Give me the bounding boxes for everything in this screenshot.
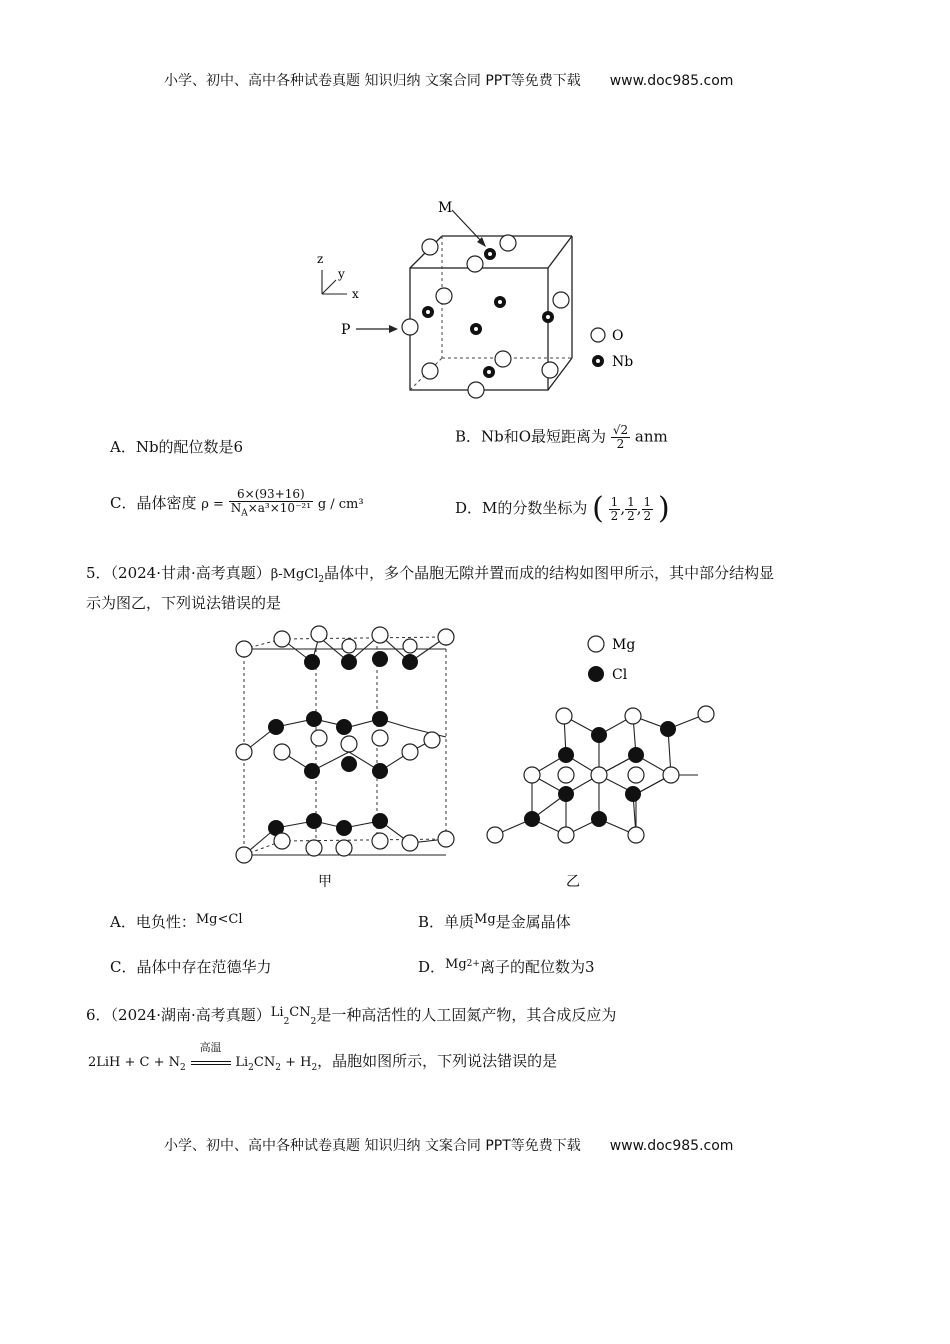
mg-atom xyxy=(438,629,454,645)
mg-atom xyxy=(372,730,388,746)
frac-n: 1 xyxy=(627,494,635,509)
q5-option-a-formula: Mg<Cl xyxy=(195,912,243,927)
mg-atom xyxy=(274,631,290,647)
eq-product-li: Li xyxy=(235,1055,249,1070)
fraction-sqrt2-over-2 xyxy=(611,424,630,451)
header-text: 小学、初中、高中各种试卷真题 知识归纳 文案合同 PPT等免费下载 xyxy=(164,73,581,89)
q5-formula-sub: 2 xyxy=(318,575,325,585)
o-atom xyxy=(436,288,452,304)
eq-condition: 高温 xyxy=(199,1041,222,1054)
na-subscript: A xyxy=(241,508,248,519)
eq-sub: 2 xyxy=(275,1063,281,1073)
q5-option-d-charge: 2+ xyxy=(466,959,480,969)
mg-atom xyxy=(628,827,644,843)
q6-sub2: 2 xyxy=(310,1017,317,1027)
q5-stem-text2: 示为图乙，下列说法错误的是 xyxy=(86,594,282,612)
o-atom xyxy=(422,239,438,255)
cl-atom xyxy=(524,811,540,827)
q6-formula-cn: CN xyxy=(289,1005,311,1020)
legend-cl: Cl xyxy=(612,667,628,683)
density-fraction xyxy=(229,488,313,520)
mg-atom xyxy=(556,708,572,724)
mg-atom xyxy=(402,744,418,760)
q5-option-b-suffix: 是金属晶体 xyxy=(495,913,571,931)
mg-atom xyxy=(311,626,327,642)
mg-atom xyxy=(372,833,388,849)
coord-frac-z xyxy=(642,496,654,523)
eq-reactants: 2LiH + C + N xyxy=(88,1055,181,1070)
fraction-denominator: 2 xyxy=(616,437,625,451)
frac-d: 2 xyxy=(643,508,652,523)
mg-atom xyxy=(625,708,641,724)
q5-option-d-formula: Mg xyxy=(445,957,467,972)
mg-atom xyxy=(336,840,352,856)
coord-frac-x xyxy=(609,496,621,523)
q4-option-c-text: C．晶体密度 xyxy=(110,494,197,513)
q5-formula: β-MgCl xyxy=(270,567,319,582)
axis-y: y xyxy=(338,267,345,281)
label-m: M xyxy=(438,200,453,216)
legend-mg-marker xyxy=(588,636,604,652)
q4-option-d-text: D．M的分数坐标为 xyxy=(455,499,588,517)
cl-atom xyxy=(402,654,418,670)
eq-product-cn: CN xyxy=(253,1055,276,1070)
mg-atom xyxy=(591,767,607,783)
mg-atom xyxy=(558,827,574,843)
density-denominator xyxy=(229,502,313,520)
q4-option-d[interactable]: D．M的分数坐标为 ( $\frac{1}{2}$ , $\frac{1}{2}$ , $\frac{1}{2}$ ) xyxy=(455,491,670,526)
mg-atom xyxy=(402,835,418,851)
q4-option-b[interactable] xyxy=(455,424,668,451)
q4-option-a-text: A．Nb的配位数是6 xyxy=(110,438,244,456)
legend-o: O xyxy=(612,328,624,344)
q6-formula-li: Li xyxy=(270,1005,284,1020)
coord-frac-y xyxy=(625,496,637,523)
q5-stem-line1 xyxy=(86,562,774,585)
mg-atom xyxy=(306,840,322,856)
q5-stem-text: 晶体中，多个晶胞无隙并置而成的结构如图甲所示，其中部分结构显 xyxy=(324,564,775,582)
o-atom xyxy=(468,382,484,398)
cl-atom xyxy=(628,747,644,763)
o-atom xyxy=(542,362,558,378)
q4-option-b-unit: anm xyxy=(634,427,668,446)
mg-atom xyxy=(311,730,327,746)
page-footer xyxy=(164,1135,733,1155)
eq-sub: 2 xyxy=(180,1063,186,1073)
mg-atom xyxy=(341,736,357,752)
mg-atom xyxy=(403,639,417,653)
legend-mg: Mg xyxy=(612,637,636,653)
q5-option-a[interactable] xyxy=(110,911,242,932)
frac-n: 1 xyxy=(610,494,619,509)
cl-atom xyxy=(660,721,676,737)
header-url[interactable]: www.doc985.com xyxy=(609,73,734,89)
cl-atom xyxy=(341,756,357,772)
cl-atom xyxy=(372,651,388,667)
mg-atom xyxy=(236,744,252,760)
cl-atom xyxy=(591,811,607,827)
mg-atom xyxy=(372,627,388,643)
q4-option-a[interactable] xyxy=(110,436,243,457)
cl-atom xyxy=(341,654,357,670)
frac-d: 2 xyxy=(627,508,635,523)
legend-cl-marker xyxy=(588,666,604,682)
cl-atom xyxy=(558,747,574,763)
density-numerator: 6×(93+16) xyxy=(229,488,313,502)
q5-option-a-text: A．电负性： xyxy=(110,913,196,931)
q5-option-d[interactable] xyxy=(418,956,595,977)
mg-atom xyxy=(628,767,644,783)
cl-atom xyxy=(558,786,574,802)
eq-sub: 2 xyxy=(311,1063,318,1073)
axis-z: z xyxy=(317,252,324,266)
q6-source: 6．（2024·湖南·高考真题） xyxy=(86,1006,271,1024)
mg-atom xyxy=(487,827,503,843)
q6-stem-line1 xyxy=(86,1004,616,1027)
na-symbol: N xyxy=(230,501,242,515)
q5-source: 5．（2024·甘肃·高考真题） xyxy=(86,564,271,582)
cl-atom xyxy=(336,719,352,735)
density-denominator-rest: ×a³×10⁻²¹ xyxy=(247,501,312,515)
density-unit: g / cm³ xyxy=(317,497,364,513)
cl-atom xyxy=(304,763,320,779)
cl-atom xyxy=(336,820,352,836)
o-atom xyxy=(402,319,418,335)
q5-option-d-suffix: 离子的配位数为3 xyxy=(479,958,595,976)
cl-atom xyxy=(268,719,284,735)
mg-atom xyxy=(558,767,574,783)
q6-sub: 2 xyxy=(283,1017,290,1027)
mg-atom xyxy=(274,744,290,760)
mg-atom xyxy=(438,831,454,847)
frac-d: 2 xyxy=(610,508,619,523)
cl-atom xyxy=(372,813,388,829)
q6-stem-text: 是一种高活性的人工固氮产物，其合成反应为 xyxy=(316,1006,617,1024)
cl-atom xyxy=(625,786,641,802)
q6-stem-tail: ，晶胞如图所示，下列说法错误的是 xyxy=(317,1052,558,1070)
cl-atom xyxy=(304,654,320,670)
q5-option-b[interactable] xyxy=(418,911,571,932)
footer-text: 小学、初中、高中各种试卷真题 知识归纳 文案合同 PPT等免费下载 xyxy=(164,1138,581,1154)
frac-n: 1 xyxy=(643,494,652,509)
o-atom xyxy=(553,292,569,308)
q5-option-b-formula: Mg xyxy=(474,912,496,927)
legend-o-marker xyxy=(591,328,605,342)
o-atom xyxy=(467,256,483,272)
footer-url[interactable]: www.doc985.com xyxy=(609,1138,734,1154)
eq-product-h: + H xyxy=(280,1055,312,1070)
mg-atom xyxy=(663,767,679,783)
mg-atom xyxy=(236,847,252,863)
caption-jia: 甲 xyxy=(318,874,332,890)
q5-option-b-text: B．单质 xyxy=(418,913,475,931)
page-header xyxy=(164,70,733,90)
axis-x: x xyxy=(352,287,359,301)
q5-option-d-text: D． xyxy=(418,958,446,976)
mg-atom xyxy=(236,641,252,657)
cl-atom xyxy=(306,711,322,727)
o-atom xyxy=(500,235,516,251)
q4-option-c[interactable] xyxy=(110,488,364,520)
rho-symbol: ρ = xyxy=(201,497,224,513)
mg-atom xyxy=(524,767,540,783)
mg-atom xyxy=(424,732,440,748)
mg-atom xyxy=(342,639,356,653)
q5-option-c[interactable] xyxy=(110,956,271,977)
legend-nb: Nb xyxy=(612,354,634,370)
caption-yi: 乙 xyxy=(566,874,580,890)
cl-atom xyxy=(306,813,322,829)
eq-arrow xyxy=(191,1041,231,1065)
mg-atom xyxy=(698,706,714,722)
q5-option-c-text: C．晶体中存在范德华力 xyxy=(110,958,272,976)
q6-equation-line xyxy=(88,1041,558,1073)
mgcl2-structure-jia xyxy=(232,624,464,892)
o-atom xyxy=(495,351,511,367)
fraction-numerator: √2 xyxy=(612,423,629,437)
mg-atom xyxy=(274,833,290,849)
cl-atom xyxy=(372,711,388,727)
q4-option-b-text: B．Nb和O最短距离为 xyxy=(455,427,607,446)
cl-atom xyxy=(591,727,607,743)
label-p: P xyxy=(341,322,351,338)
q5-stem-line2 xyxy=(86,592,281,613)
mgcl2-structure-yi xyxy=(478,624,728,892)
o-atom xyxy=(422,363,438,379)
nbo-unit-cell-figure xyxy=(300,190,660,410)
eq-sub: 2 xyxy=(248,1063,254,1073)
cl-atom xyxy=(372,763,388,779)
